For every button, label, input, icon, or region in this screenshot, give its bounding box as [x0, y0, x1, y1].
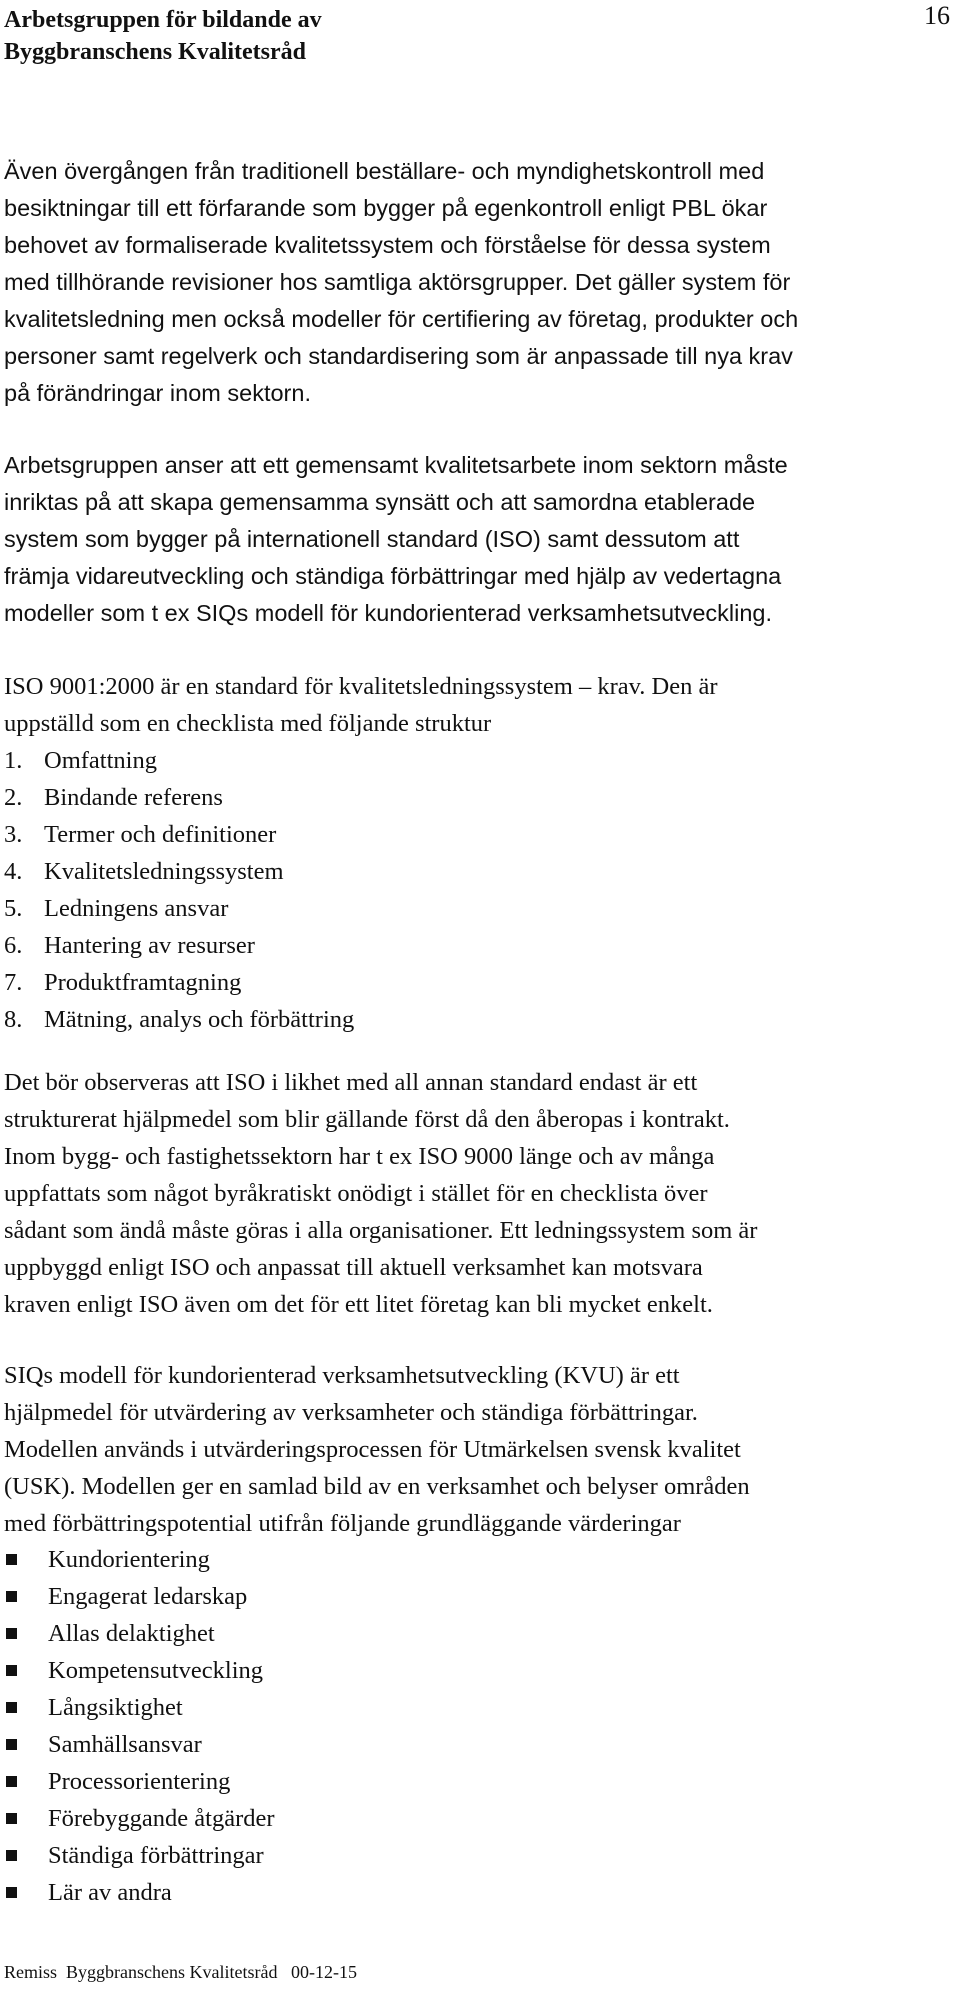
- square-bullet-icon: [6, 1628, 17, 1639]
- text-line: besiktningar till ett förfarande som bygger på egenkontroll enligt PBL ökar: [4, 195, 768, 221]
- text-line: personer samt regelverk och standardisering som är anpassade till nya krav: [4, 343, 793, 369]
- text-line: uppfattats som något byråkratiskt onödigt i stället för en checklista över: [4, 1180, 708, 1207]
- bullet-item-text: Processorientering: [48, 1768, 231, 1795]
- text-line: ISO 9001:2000 är en standard för kvalitetsledningssystem – krav. Den är: [4, 673, 718, 700]
- square-bullet-icon: [6, 1739, 17, 1750]
- bullet-item-text: Förebyggande åtgärder: [48, 1805, 275, 1832]
- list-number: 2.: [4, 784, 23, 811]
- list-item-text: Mätning, analys och förbättring: [44, 1006, 355, 1033]
- square-bullet-icon: [6, 1591, 17, 1602]
- text-line: med förbättringspotential utifrån följande grundläggande värderingar: [4, 1510, 681, 1537]
- bullet-item: [4, 1800, 275, 1837]
- paragraph-arbetsgruppen: [4, 447, 956, 632]
- text-line: kvalitetsledning men också modeller för certifiering av företag, produkter och: [4, 306, 799, 332]
- text-line: behovet av formaliserade kvalitetssystem och förståelse för dessa system: [4, 232, 771, 258]
- list-item-text: Hantering av resurser: [44, 932, 255, 959]
- list-number: 8.: [4, 1006, 23, 1033]
- list-item: [4, 890, 354, 927]
- square-bullet-icon: [6, 1887, 17, 1898]
- square-bullet-icon: [6, 1776, 17, 1787]
- list-item: [4, 816, 354, 853]
- bullet-item: [4, 1578, 275, 1615]
- paragraph-observeras: [4, 1064, 956, 1323]
- list-number: 5.: [4, 895, 23, 922]
- bullet-item-text: Kundorientering: [48, 1546, 210, 1573]
- bullet-item: [4, 1726, 275, 1763]
- text-line: uppbyggd enligt ISO och anpassat till aktuell verksamhet kan motsvara: [4, 1254, 703, 1281]
- list-item-text: Omfattning: [44, 747, 157, 774]
- text-line: (USK). Modellen ger en samlad bild av en verksamhet och belyser områden: [4, 1473, 750, 1500]
- bullet-item-text: Ständiga förbättringar: [48, 1842, 264, 1869]
- list-number: 6.: [4, 932, 23, 959]
- text-line: modeller som t ex SIQs modell för kundorienterad verksamhetsutveckling.: [4, 600, 772, 626]
- list-item-text: Kvalitetsledningssystem: [44, 858, 284, 885]
- bullet-item-text: Allas delaktighet: [48, 1620, 215, 1647]
- text-line: strukturerat hjälpmedel som blir gällande först då den åberopas i kontrakt.: [4, 1106, 730, 1133]
- bullet-item-text: Långsiktighet: [48, 1694, 183, 1721]
- text-line: SIQs modell för kundorienterad verksamhetsutveckling (KVU) är ett: [4, 1362, 680, 1389]
- bullet-item-text: Lär av andra: [48, 1879, 172, 1906]
- text-line: uppställd som en checklista med följande struktur: [4, 710, 492, 737]
- text-line: med tillhörande revisioner hos samtliga aktörsgrupper. Det gäller system för: [4, 269, 791, 295]
- text-line: kraven enligt ISO även om det för ett litet företag kan bli mycket enkelt.: [4, 1291, 713, 1318]
- list-item: [4, 964, 354, 1001]
- bullet-item: [4, 1615, 275, 1652]
- header-line-2: Byggbranschens Kvalitetsråd: [4, 39, 307, 65]
- paragraph-siq: [4, 1357, 956, 1542]
- bullet-item-text: Samhällsansvar: [48, 1731, 202, 1758]
- bullet-item-text: Kompetensutveckling: [48, 1657, 264, 1684]
- paragraph-iso: [4, 668, 956, 742]
- iso-structure-list: [4, 742, 354, 1038]
- square-bullet-icon: [6, 1850, 17, 1861]
- bullet-item: [4, 1837, 275, 1874]
- list-number: 3.: [4, 821, 23, 848]
- paragraph-pbl: [4, 153, 956, 412]
- text-line: system som bygger på internationell standard (ISO) samt dessutom att: [4, 526, 740, 552]
- square-bullet-icon: [6, 1702, 17, 1713]
- list-item-text: Produktframtagning: [44, 969, 242, 996]
- list-item: [4, 1001, 354, 1038]
- page-number: 16: [924, 1, 950, 30]
- bullet-item: [4, 1874, 275, 1911]
- page-footer: Remiss Byggbranschens Kvalitetsråd 00-12-15: [4, 1962, 357, 1982]
- list-item-text: Ledningens ansvar: [44, 895, 229, 922]
- list-item-text: Termer och definitioner: [44, 821, 277, 848]
- list-item: [4, 779, 354, 816]
- values-bullet-list: [4, 1541, 275, 1911]
- bullet-item: [4, 1689, 275, 1726]
- list-item-text: Bindande referens: [44, 784, 223, 811]
- list-number: 4.: [4, 858, 23, 885]
- bullet-item: [4, 1541, 275, 1578]
- list-item: [4, 742, 354, 779]
- square-bullet-icon: [6, 1665, 17, 1676]
- list-number: 1.: [4, 747, 23, 774]
- bullet-item: [4, 1652, 275, 1689]
- text-line: Inom bygg- och fastighetssektorn har t ex ISO 9000 länge och av många: [4, 1143, 715, 1170]
- bullet-item-text: Engagerat ledarskap: [48, 1583, 248, 1610]
- square-bullet-icon: [6, 1554, 17, 1565]
- text-line: Det bör observeras att ISO i likhet med all annan standard endast är ett: [4, 1069, 698, 1096]
- list-number: 7.: [4, 969, 23, 996]
- text-line: främja vidareutveckling och ständiga förbättringar med hjälp av vedertagna: [4, 563, 782, 589]
- list-item: [4, 927, 354, 964]
- text-line: hjälpmedel för utvärdering av verksamheter och ständiga förbättringar.: [4, 1399, 698, 1426]
- text-line: sådant som ändå måste göras i alla organisationer. Ett ledningssystem som är: [4, 1217, 758, 1244]
- bullet-item: [4, 1763, 275, 1800]
- page-header: [4, 4, 322, 68]
- text-line: Även övergången från traditionell beställare- och myndighetskontroll med: [4, 158, 765, 184]
- text-line: inriktas på att skapa gemensamma synsätt och att samordna etablerade: [4, 489, 756, 515]
- header-line-1: Arbetsgruppen för bildande av: [4, 7, 322, 33]
- list-item: [4, 853, 354, 890]
- text-line: på förändringar inom sektorn.: [4, 380, 311, 406]
- square-bullet-icon: [6, 1813, 17, 1824]
- text-line: Modellen används i utvärderingsprocessen för Utmärkelsen svensk kvalitet: [4, 1436, 741, 1463]
- text-line: Arbetsgruppen anser att ett gemensamt kvalitetsarbete inom sektorn måste: [4, 452, 788, 478]
